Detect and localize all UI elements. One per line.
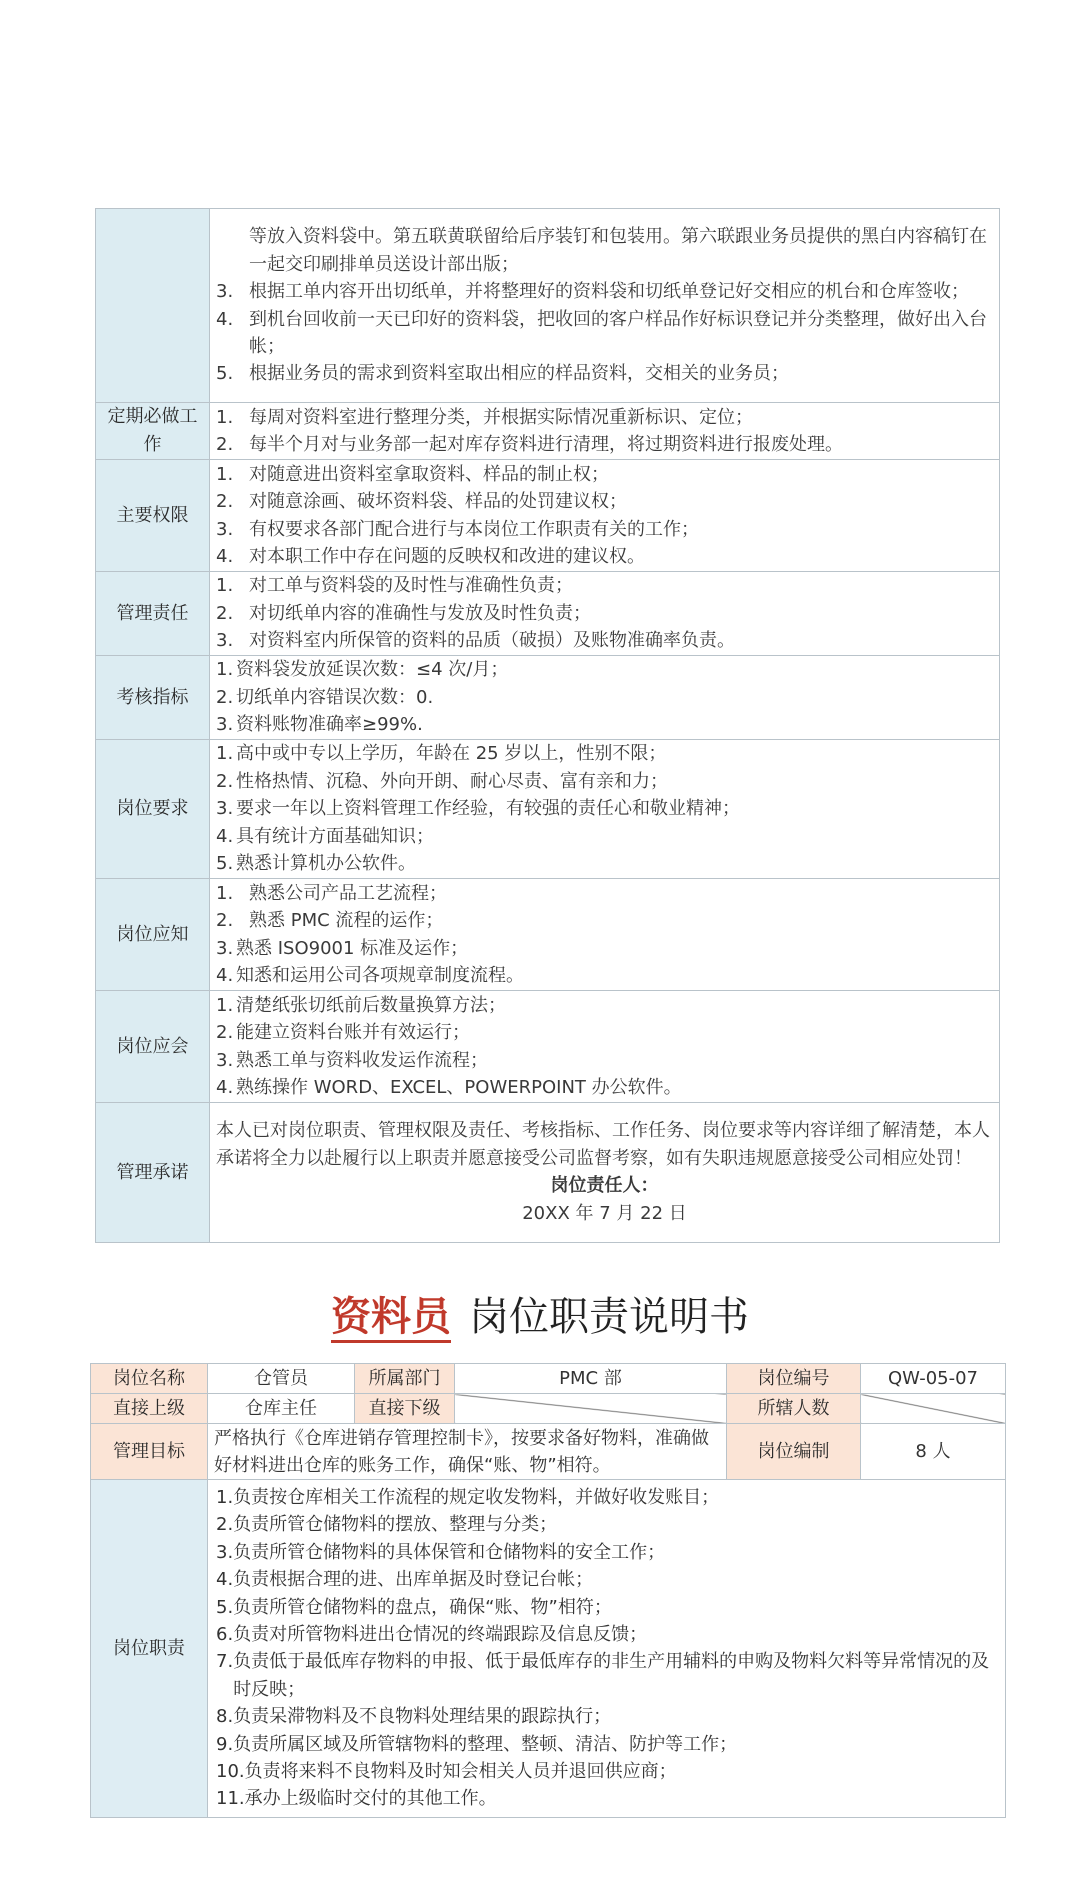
continued-duties (210, 209, 1000, 403)
list-item: 4. 具有统计方面基础知识； (216, 825, 434, 847)
list-item: 3. 对资料室内所保管的资料的品质（破损）及账物准确率负责。 (216, 630, 735, 652)
list-item: 4. 负责根据合理的进、出库单据及时登记台帐； (216, 1569, 594, 1591)
list-item: 5. 根据业务员的需求到资料室取出相应的样品资料，交相关的业务员； (216, 363, 789, 385)
dept-label: 所属部门 (355, 1364, 455, 1394)
list-item: 4. 对本职工作中存在问题的反映权和改进的建议权。 (216, 545, 645, 567)
knowledge-list (210, 879, 1000, 991)
row-label-periodic: 定期必做工作 (96, 403, 210, 460)
list-item: 3. 负责所管仓储物料的具体保管和仓储物料的安全工作； (216, 1541, 666, 1563)
list-item: 2. 性格热情、沉稳、外向开朗、耐心尽责、富有亲和力； (216, 770, 668, 792)
table-row (96, 656, 1000, 740)
list-item: 1. 对随意进出资料室拿取资料、样品的制止权； (216, 463, 609, 485)
duties-label: 岗位职责 (91, 1480, 208, 1818)
list-item: 1. 清楚纸张切纸前后数量换算方法； (216, 994, 506, 1016)
table-row (91, 1364, 1006, 1394)
list-item: 10. 负责将来料不良物料及时知会相关人员并退回供应商； (216, 1761, 677, 1783)
list-item: 3. 熟悉工单与资料收发运作流程； (216, 1049, 488, 1071)
list-item: 2. 对随意涂画、破坏资料袋、样品的处罚建议权； (216, 491, 627, 513)
table-row (91, 1480, 1006, 1818)
list-item: 2. 对切纸单内容的准确性与发放及时性负责； (216, 602, 591, 624)
table-row (96, 879, 1000, 991)
subordinate-label: 直接下级 (355, 1394, 455, 1424)
list-item: 8. 负责呆滞物料及不良物料处理结果的跟踪执行； (216, 1706, 612, 1728)
list-item: 1. 高中或中专以上学历，年龄在 25 岁以上，性别不限； (216, 743, 667, 765)
job-code-value: QW-05-07 (861, 1364, 1006, 1394)
subordinate-value (455, 1394, 727, 1424)
signer-label: 岗位责任人： (550, 1174, 659, 1196)
authority-list (210, 460, 1000, 572)
row-label-requirements: 岗位要求 (96, 740, 210, 879)
list-item: 4. 知悉和运用公司各项规章制度流程。 (216, 964, 524, 986)
list-item: 7. 负责低于最低库存物料的申报、低于最低库存的非生产用辅料的申购及物料欠料等异常情况的及时反映； (216, 1651, 990, 1700)
sign-date: 20XX 年 7 月 22 日 (522, 1202, 687, 1224)
list-item: 11. 承办上级临时交付的其他工作。 (216, 1788, 497, 1810)
list-item: 4. 到机台回收前一天已印好的资料袋，把收回的客户样品作好标识登记并分类整理，做好出入台帐； (216, 308, 987, 357)
row-label-skills: 岗位应会 (96, 991, 210, 1103)
requirements-list (210, 740, 1000, 879)
staffing-label: 岗位编制 (727, 1424, 861, 1480)
table-row (91, 1394, 1006, 1424)
list-item: 5. 熟悉计算机办公软件。 (216, 853, 416, 875)
list-item: 1. 熟悉公司产品工艺流程； (216, 882, 447, 904)
table-row (96, 403, 1000, 460)
job-name-value: 仓管员 (208, 1364, 355, 1394)
list-item: 等放入资料袋中。第五联黄联留给后序装钉和包装用。第六联跟业务员提供的黑白内容稿钉在一起交印刷排单员送设计部出版； (249, 226, 987, 275)
list-item: 1. 对工单与资料袋的及时性与准确性负责； (216, 575, 573, 597)
skills-list (210, 991, 1000, 1103)
row-label-empty (96, 209, 210, 403)
job-code-label: 岗位编号 (727, 1364, 861, 1394)
list-item: 9. 负责所属区域及所管辖物料的整理、整顿、清洁、防护等工作； (216, 1733, 738, 1755)
list-item: 2. 切纸单内容错误次数：0. (216, 686, 434, 708)
responsibility-list (210, 572, 1000, 656)
periodic-work (210, 403, 1000, 460)
dept-value: PMC 部 (455, 1364, 727, 1394)
table-row (91, 1424, 1006, 1480)
superior-label: 直接上级 (91, 1394, 208, 1424)
commitment-text: 本人已对岗位职责、管理权限及责任、考核指标、工作任务、岗位要求等内容详细了解清楚，本人承诺将全力以赴履行以上职责并愿意接受公司监督考察，如有失职违规愿意接受公司相应处罚！ (216, 1120, 990, 1169)
title-rest: 岗位职责说明书 (469, 1294, 749, 1340)
duties-list (208, 1480, 1006, 1818)
staffing-value: 8 人 (861, 1424, 1006, 1480)
row-label-commitment: 管理承诺 (96, 1103, 210, 1243)
table-row (96, 1103, 1000, 1243)
list-item: 3. 要求一年以上资料管理工作经验，有较强的责任心和敬业精神； (216, 798, 740, 820)
table-row (96, 572, 1000, 656)
table-row (96, 991, 1000, 1103)
page-title (0, 1288, 1080, 1346)
list-item: 2. 熟悉 PMC 流程的运作； (216, 910, 444, 932)
list-item: 2. 能建立资料台账并有效运行； (216, 1022, 470, 1044)
title-highlight: 资料员 (331, 1294, 451, 1343)
superior-value: 仓库主任 (208, 1394, 355, 1424)
row-label-kpi: 考核指标 (96, 656, 210, 740)
row-label-knowledge: 岗位应知 (96, 879, 210, 991)
row-label-responsibility: 管理责任 (96, 572, 210, 656)
headcount-under-label: 所辖人数 (727, 1394, 861, 1424)
commitment-cell (210, 1103, 1000, 1243)
list-item: 3. 熟悉 ISO9001 标准及运作； (216, 937, 469, 959)
list-item: 5. 负责所管仓储物料的盘点，确保“账、物”相符； (216, 1596, 612, 1618)
table-row (96, 460, 1000, 572)
list-item: 2. 每半个月对与业务部一起对库存资料进行清理，将过期资料进行报废处理。 (216, 434, 843, 455)
list-item: 1. 资料袋发放延误次数：≤4 次/月； (216, 659, 509, 681)
job-name-label: 岗位名称 (91, 1364, 208, 1394)
list-item: 2. 负责所管仓储物料的摆放、整理与分类； (216, 1514, 558, 1536)
job-description-table (90, 1363, 1006, 1818)
goal-label: 管理目标 (91, 1424, 208, 1480)
kpi-list (210, 656, 1000, 740)
list-item: 1. 每周对资料室进行整理分类，并根据实际情况重新标识、定位； (216, 406, 753, 428)
goal-value: 严格执行《仓库进销存管理控制卡》，按要求备好物料，准确做好材料进出仓库的账务工作，确保“账、物”相符。 (208, 1424, 727, 1480)
row-label-authority: 主要权限 (96, 460, 210, 572)
list-item: 3. 资料账物准确率≥99%. (216, 714, 423, 736)
list-item: 3. 有权要求各部门配合进行与本岗位工作职责有关的工作； (216, 518, 699, 540)
list-item: 3. 根据工单内容开出切纸单，并将整理好的资料袋和切纸单登记好交相应的机台和仓库签收； (216, 281, 969, 303)
duty-table-continued (95, 208, 1000, 1243)
table-row (96, 740, 1000, 879)
list-item: 4. 熟练操作 WORD、EXCEL、POWERPOINT 办公软件。 (216, 1076, 682, 1098)
headcount-under-value (861, 1394, 1006, 1424)
table-row (96, 209, 1000, 403)
list-item: 6. 负责对所管物料进出仓情况的终端跟踪及信息反馈； (216, 1624, 648, 1646)
list-item: 1. 负责按仓库相关工作流程的规定收发物料，并做好收发账目； (216, 1487, 720, 1508)
